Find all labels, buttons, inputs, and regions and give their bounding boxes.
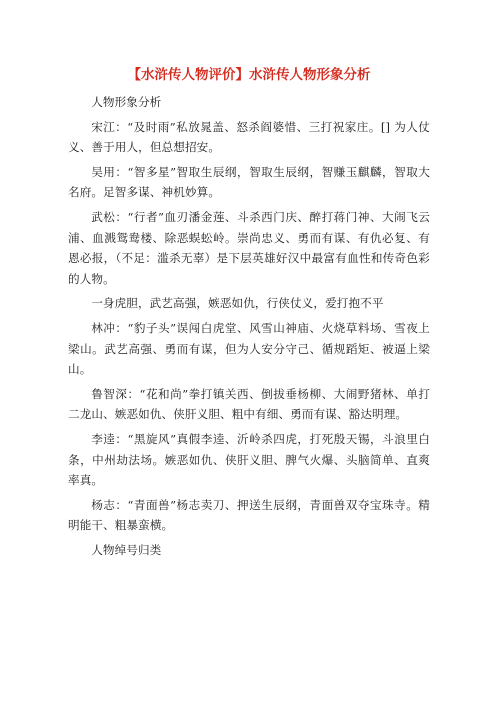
paragraph-wu-yong: 吴用：“智多星”智取生辰纲，智取生辰纲，智赚玉麒麟，智取大名府。足智多谋、神机妙算。 <box>68 164 430 200</box>
paragraph-yang-zhi: 杨志：“青面兽”杨志卖刀、押送生辰纲，青面兽双夺宝珠寺。精明能干、粗暴蛮横。 <box>68 497 430 533</box>
paragraph-li-kui: 李逵：“黑旋风”真假李逵、沂岭杀四虎，打死殷天锡，斗浪里白条，中州劫法场。嫉恶如仇、侠肝义胆、脾气火爆、头脑简单、直爽率真。 <box>68 431 430 488</box>
section-heading-nickname-classification: 人物绰号归类 <box>91 542 162 557</box>
paragraph-wu-song: 武松：“行者”血刃潘金莲、斗杀西门庆、醉打蒋门神、大闹飞云浦、血溅鸳鸯楼、除恶蜈蚣岭。崇尚忠义、勇而有谋、有仇必复、有恩必报，（不足：滥杀无辜）是下层英雄好汉中最富有血性和传奇色彩的人物。 <box>68 209 430 286</box>
paragraph-wu-song-summary: 一身虎胆，武艺高强，嫉恶如仇，行侠仗义，爱打抱不平 <box>91 296 384 311</box>
section-heading-character-analysis: 人物形象分析 <box>91 95 162 109</box>
paragraph-song-jiang: 宋江：“及时雨”私放晁盖、怒杀阎婆惜、三打祝家庄。[] 为人仗义、善于用人，但总想招安。 <box>68 119 430 155</box>
paragraph-lin-chong: 林冲：“豹子头”误闯白虎堂、风雪山神庙、火烧草料场、雪夜上梁山。武艺高强、勇而有谋，但为人安分守己、循规蹈矩、被逼上梁山。 <box>68 320 430 377</box>
paragraph-lu-zhishen: 鲁智深：“花和尚”拳打镇关西、倒拔垂杨柳、大闹野猪林、单打二龙山、嫉恶如仇、侠肝义胆、粗中有细、勇而有谋、豁达明理。 <box>68 386 430 422</box>
document-title: 【水浒传人物评价】水浒传人物形象分析 <box>127 67 371 83</box>
